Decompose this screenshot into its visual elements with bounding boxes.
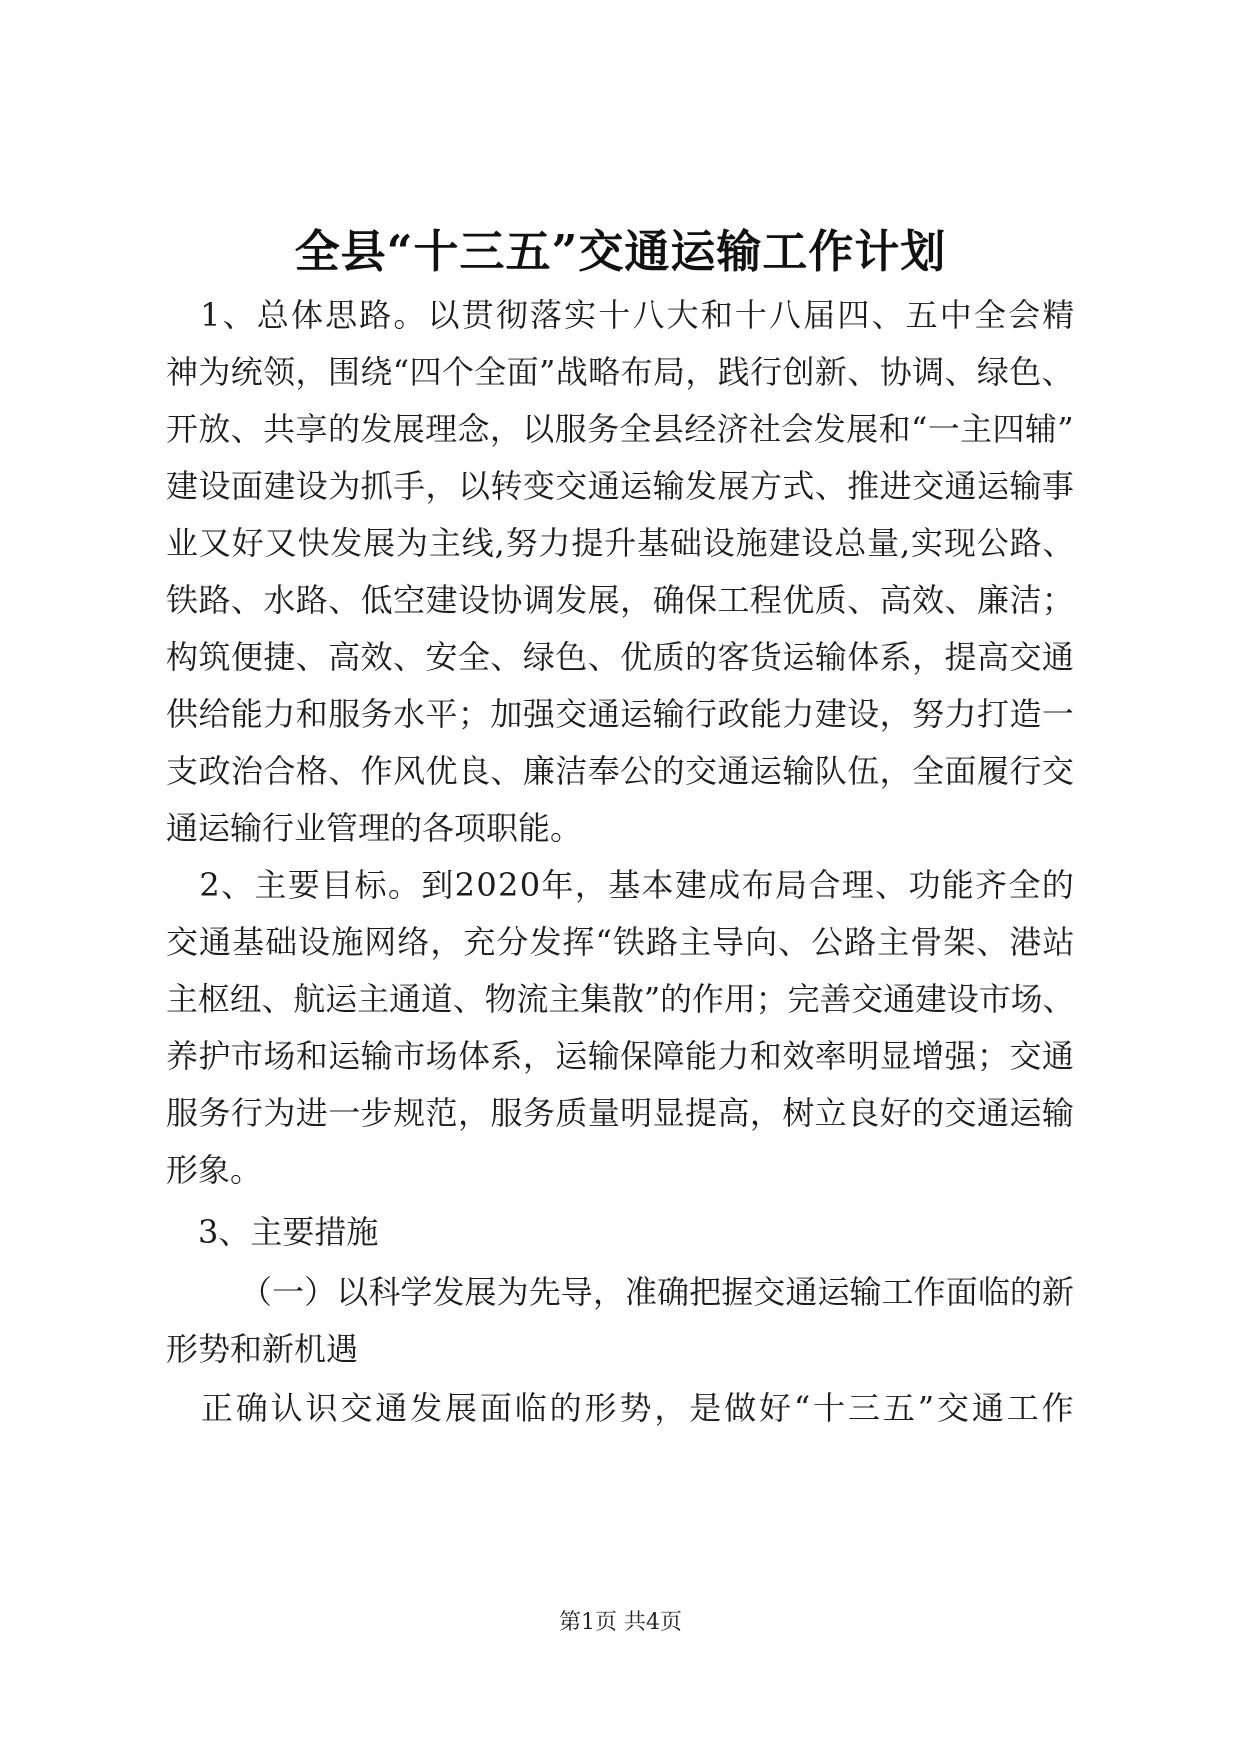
page-number: 第1页 共4页: [559, 1610, 682, 1635]
paragraph-line: 交通基础设施网络，充分发挥“铁路主导向、公路主骨架、港站: [166, 923, 1076, 961]
paragraph-line: 主枢纽、航运主通道、物流主集散”的作用；完善交通建设市场、: [166, 980, 1075, 1018]
paragraph-line: 养护市场和运输市场体系，运输保障能力和效率明显增强；交通: [166, 1037, 1075, 1075]
paragraph-line: 支政治合格、作风优良、廉洁奉公的交通运输队伍，全面履行交: [166, 752, 1075, 790]
paragraph-line: 构筑便捷、高效、安全、绿色、优质的客货运输体系，提高交通: [166, 638, 1075, 676]
subsection-heading-continued: 形势和新机遇: [166, 1330, 359, 1368]
subsection-heading: （一）以科学发展为先导，准确把握交通运输工作面临的新: [240, 1273, 1075, 1311]
paragraph-line: 开放、共享的发展理念，以服务全县经济社会发展和“一主四辅”: [166, 410, 1075, 448]
paragraph-line: 通运输行业管理的各项职能。: [166, 809, 583, 847]
paragraph-line: 建设面建设为抓手，以转变交通运输发展方式、推进交通运输事: [166, 467, 1075, 505]
document-title: 全县“十三五”交通运输工作计划: [294, 225, 947, 278]
paragraph-line: 服务行为进一步规范，服务质量明显提高，树立良好的交通运输: [166, 1094, 1075, 1132]
paragraph-line: 神为统领，围绕“四个全面”战略布局，践行创新、协调、绿色、: [166, 353, 1075, 391]
paragraph-line: 1、总体思路。以贯彻落实十八大和十八届四、五中全会精: [166, 296, 1077, 334]
paragraph-line: 铁路、水路、低空建设协调发展，确保工程优质、高效、廉洁；: [166, 581, 1075, 619]
paragraph-line: 2、主要目标。到2020年，基本建成布局合理、功能齐全的: [166, 866, 1076, 904]
paragraph-line: 供给能力和服务水平；加强交通运输行政能力建设，努力打造一: [166, 695, 1075, 733]
paragraph-line: 正确认识交通发展面临的形势，是做好“十三五”交通工作: [166, 1389, 1077, 1427]
paragraph-line: 业又好又快发展为主线,努力提升基础设施建设总量,实现公路、: [166, 524, 1076, 562]
section-heading: 3、主要措施: [166, 1213, 379, 1251]
paragraph-line: 形象。: [166, 1151, 263, 1189]
